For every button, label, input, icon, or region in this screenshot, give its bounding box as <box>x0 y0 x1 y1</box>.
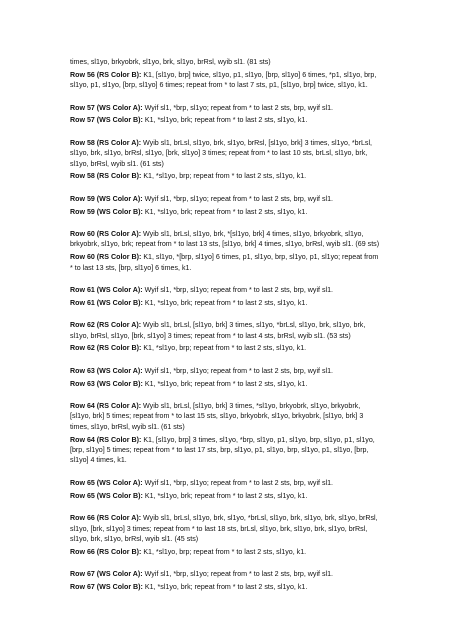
row-text: K1, *sl1yo, brk; repeat from * to last 2 sts, sl1yo, k1. <box>142 582 308 591</box>
row-text: Wyif sl1, *brp, sl1yo; repeat from * to last 2 sts, brp, wyif sl1. <box>142 194 334 203</box>
pattern-row-59b <box>70 207 382 217</box>
row-text: K1, *sl1yo, brp; repeat from * to last 2 sts, sl1yo, k1. <box>141 172 307 181</box>
row-label: Row 61 (WS Color B): <box>70 298 143 307</box>
row-text: Wyib sl1, brLsl, sl1yo, brk, sl1yo, brRsl, [sl1yo, brk] 3 times, sl1yo, *brLsl, sl1yo, brk, sl1yo, brRsl, sl1yo, [brk, sl1yo] 3 times; repeat from * to last 10 sts, brLsl, sl1yo, brk, sl1yo, brRsl, wyib sl1. (61 sts) <box>70 138 373 168</box>
row-text: K1, sl1yo, *[brp, sl1yo] 6 times, p1, sl1yo, brp, sl1yo, p1, sl1yo; repeat from * to last 13 sts, [brp, sl1yo] 6 times, k1. <box>70 253 379 272</box>
row-text: K1, *sl1yo, brp; repeat from * to last 2 sts, sl1yo, k1. <box>141 344 307 353</box>
pattern-row-63b <box>70 379 382 389</box>
pattern-row-57b <box>70 115 382 125</box>
row-label: Row 64 (RS Color B): <box>70 435 142 444</box>
pattern-row-59a <box>70 194 382 204</box>
row-label: Row 60 (RS Color B): <box>70 253 142 262</box>
row-label: Row 67 (WS Color A): <box>70 570 143 579</box>
row-text: Wyif sl1, *brp, sl1yo; repeat from * to last 2 sts, brp, wyif sl1. <box>142 103 334 112</box>
row-label: Row 65 (WS Color A): <box>70 478 143 487</box>
row-label: Row 57 (WS Color A): <box>70 103 143 112</box>
pattern-row-67b <box>70 582 382 592</box>
row-label: Row 66 (RS Color B): <box>70 547 142 556</box>
pattern-row-62b <box>70 343 382 353</box>
row-text: K1, *sl1yo, brk; repeat from * to last 2 sts, sl1yo, k1. <box>142 298 308 307</box>
row-label: Row 65 (WS Color B): <box>70 491 143 500</box>
row-label: Row 62 (RS Color B): <box>70 344 142 353</box>
row-label: Row 59 (WS Color A): <box>70 194 143 203</box>
pattern-row-64b <box>70 435 382 466</box>
row-label: Row 67 (WS Color B): <box>70 582 143 591</box>
row-text: K1, *sl1yo, brk; repeat from * to last 2 sts, sl1yo, k1. <box>142 491 308 500</box>
row-text: Wyib sl1, brLsl, sl1yo, brk, *[sl1yo, brk] 4 times, sl1yo, brkyobrk, sl1yo, brkyobrk, sl1yo, brk; repeat from * to last 13 sts, [sl1yo, brk] 4 times, sl1yo, brRsl, wyib sl1. (69 sts) <box>70 230 380 249</box>
row-text: Wyib sl1, brLsl, [sl1yo, brk] 3 times, *sl1yo, brkyobrk, sl1yo, brkyobrk, [sl1yo, brk] 5 times; repeat from * to last 15 sts, sl1yo, brkyobrk, sl1yo, brkyobrk, [sl1yo, brk] 3 times, sl1yo, brRsl, wyib sl1. (61 sts) <box>70 402 364 431</box>
row-text: K1, [sl1yo, brp] 3 times, sl1yo, *brp, sl1yo, p1, sl1yo, brp, sl1yo, p1, sl1yo, [brp, sl1yo] 5 times; repeat from * to last 17 sts, brp, sl1yo, p1, sl1yo, brp, sl1yo, p1, sl1yo, [brp, sl1yo] 4 times, k1. <box>70 435 375 465</box>
row-label: Row 63 (WS Color B): <box>70 379 143 388</box>
row-text: Wyif sl1, *brp, sl1yo; repeat from * to last 2 sts, brp, wyif sl1. <box>142 570 334 579</box>
pattern-row-66b <box>70 547 382 557</box>
pattern-row-67a <box>70 569 382 579</box>
row-label: Row 62 (RS Color A): <box>70 321 142 330</box>
row-label: Row 57 (WS Color B): <box>70 116 143 125</box>
pattern-row-57a <box>70 103 382 113</box>
row-label: Row 64 (RS Color A): <box>70 402 142 411</box>
pattern-page <box>70 57 382 595</box>
pattern-row-66a <box>70 513 382 544</box>
pattern-row-63a <box>70 366 382 376</box>
row-text: Wyif sl1, *brp, sl1yo; repeat from * to last 2 sts, brp, wyif sl1. <box>142 366 334 375</box>
pattern-row-62a <box>70 320 382 341</box>
row-text: K1, *sl1yo, brp; repeat from * to last 2 sts, sl1yo, k1. <box>141 547 307 556</box>
row-label: Row 59 (WS Color B): <box>70 207 143 216</box>
pattern-row-58a <box>70 138 382 169</box>
pattern-row-61b <box>70 298 382 308</box>
row-label: Row 60 (RS Color A): <box>70 230 142 239</box>
pattern-row-64a <box>70 401 382 432</box>
row-label: Row 63 (WS Color A): <box>70 366 143 375</box>
row-label: Row 58 (RS Color A): <box>70 138 142 147</box>
row-text: K1, [sl1yo, brp] twice, sl1yo, p1, sl1yo, [brp, sl1yo] 6 times, *p1, sl1yo, brp, sl1yo, p1, sl1yo, [brp, sl1yo] 6 times; repeat from * to last 7 sts, p1, [sl1yo, brp] twice, sl1yo, k1. <box>70 70 377 90</box>
row-text: Wyib sl1, brLsl, sl1yo, brk, sl1yo, *brLsl, sl1yo, brk, sl1yo, brk, sl1yo, brRsl, sl1yo, [brk, sl1yo] 3 times; repeat from * to last 18 sts, brLsl, sl1yo, brk, sl1yo, brk, sl1yo, brRsl, sl1yo, brk, sl1yo, brRsl, wyib sl1. (45 sts) <box>70 514 378 543</box>
row-text: Wyib sl1, brLsl, [sl1yo, brk] 3 times, sl1yo, *brLsl, sl1yo, brk, sl1yo, brk, sl1yo, brRsl, sl1yo, [brk, sl1yo] 3 times; repeat from * to last 4 sts, brRsl, wyib sl1. (53 sts) <box>70 321 366 340</box>
pattern-row-56b <box>70 70 382 91</box>
row-label: Row 56 (RS Color B): <box>70 70 142 79</box>
row-text: Wyif sl1, *brp, sl1yo; repeat from * to last 2 sts, brp, wyif sl1. <box>142 478 334 487</box>
row-text: times, sl1yo, brkyobrk, sl1yo, brk, sl1yo, brRsl, wyib sl1. (81 sts) <box>70 58 271 66</box>
pattern-row-60a <box>70 229 382 250</box>
pattern-row-60b <box>70 252 382 273</box>
row-text: Wyif sl1, *brp, sl1yo; repeat from * to last 2 sts, brp, wyif sl1. <box>142 286 334 295</box>
row-text: K1, *sl1yo, brk; repeat from * to last 2 sts, sl1yo, k1. <box>142 207 308 216</box>
row-label: Row 58 (RS Color B): <box>70 172 142 181</box>
pattern-row-58b <box>70 171 382 181</box>
pattern-row-61a <box>70 285 382 295</box>
pattern-row-continued <box>70 57 382 67</box>
row-label: Row 61 (WS Color A): <box>70 286 143 295</box>
row-text: K1, *sl1yo, brk; repeat from * to last 2 sts, sl1yo, k1. <box>142 379 308 388</box>
row-label: Row 66 (RS Color A): <box>70 514 142 523</box>
pattern-row-65b <box>70 491 382 501</box>
pattern-row-65a <box>70 478 382 488</box>
row-text: K1, *sl1yo, brk; repeat from * to last 2 sts, sl1yo, k1. <box>142 116 308 125</box>
